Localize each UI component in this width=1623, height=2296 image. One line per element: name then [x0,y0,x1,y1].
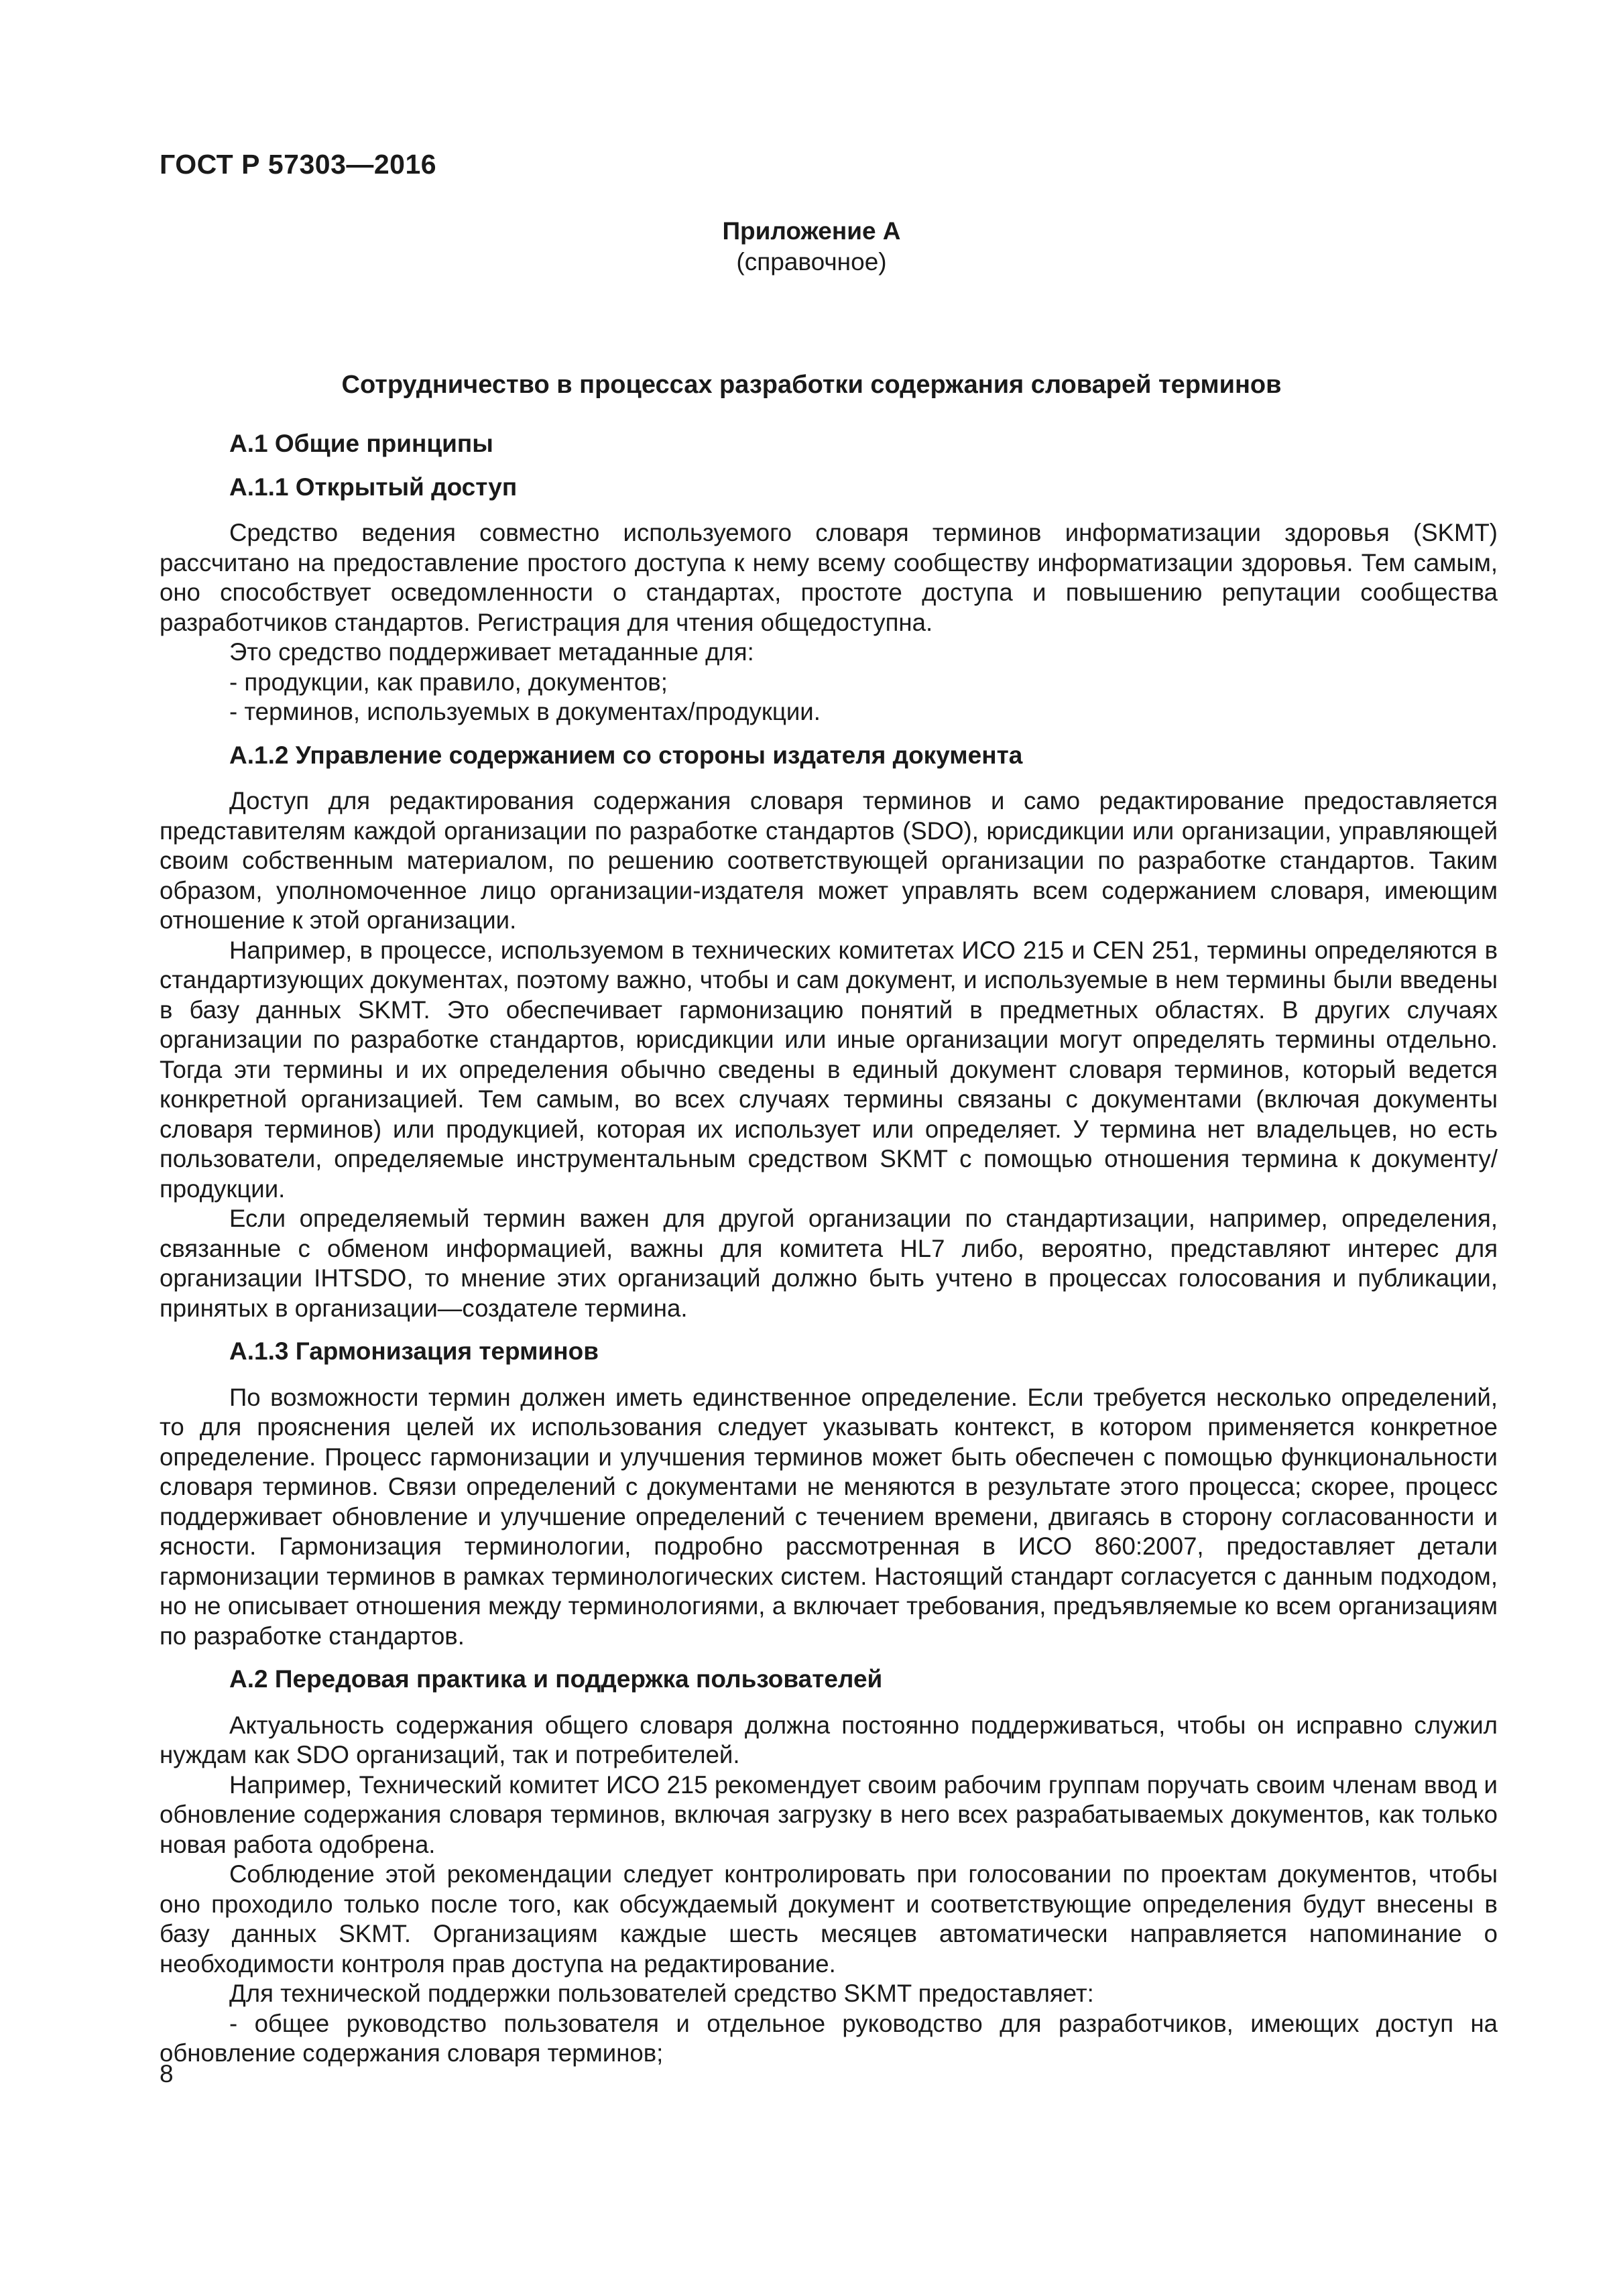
appendix-heading [0,216,1623,278]
document-body [160,429,1498,2069]
section-heading-a13: А.1.3 Гармонизация терминов [229,1337,599,1365]
section-heading-a1: А.1 Общие принципы [229,430,493,457]
paragraph-a2-1: Актуальность содержания общего словаря должна постоянно поддерживаться, чтобы он исправно служил нуждам как SDO организаций, так и потребителей. [160,1711,1498,1768]
paragraph-a2-3: Соблюдение этой рекомендации следует контролировать при голосовании по проектам документов, чтобы оно проходило только после того, как обсуждаемый документ и соответствующие определения будут внесены в базу данных SKMT. Организациям каждые шесть месяцев автоматически направляется напоминание о необходимости контроля прав доступа на редактирование. [160,1860,1498,1978]
document-title: Сотрудничество в процессах разработки содержания словарей терминов [341,371,1282,399]
paragraph-a11-1: Средство ведения совместно используемого словаря терминов информатизации здоровья (SKMT) рассчитано на предоставление простого доступа к нему всему сообществу информатизации здоровья. Тем самым, оно способствует осведомленности о стандартах, простоте доступа и повышению репутации сообщества разработчиков стандартов. Регистрация для чтения общедоступна. [160,519,1498,636]
list-item-a11-2: - терминов, используемых в документах/продукции. [229,698,821,725]
paragraph-a2-2: Например, Технический комитет ИСО 215 рекомендует своим рабочим группам поручать своим членам ввод и обновление содержания словаря терминов, включая загрузку в него всех разрабатываемых документов, как только новая работа одобрена. [160,1770,1498,1858]
list-item-a11-1: - продукции, как правило, документов; [229,668,668,696]
appendix-title: Приложение А [722,217,901,245]
standard-code-header: ГОСТ Р 57303—2016 [160,149,437,180]
list-item-a2-1: - общее руководство пользователя и отдельное руководство для разработчиков, имеющих доступ на обновление содержания словаря терминов; [160,2009,1498,2067]
paragraph-a12-3: Если определяемый термин важен для другой организации по стандартизации, например, определения, связанные с обменом информацией, важны для комитета HL7 либо, вероятно, представляют интерес для организации IHTSDO, то мнение этих организаций должно быть учтено в процессах голосования и публикации, принятых в организации—создателе термина. [160,1205,1498,1322]
paragraph-a12-2: Например, в процессе, используемом в технических комитетах ИСО 215 и CEN 251, термины определяются в стандартизующих документах, поэтому важно, чтобы и сам документ, и используемые в нем термины были введены в базу данных SKMT. Это обеспечивает гармонизацию понятий в предметных областях. В других случаях организации по разработке стандартов, юрисдикции или иные организации могут определять термины отдельно. Тогда эти термины и их определения обычно сведены в единый документ словаря терминов, который ведется конкретной организацией. Тем самым, во всех случаях термины связаны с документами (включая документы словаря терминов) или продукцией, которая их использует или определяет. У термина нет владельцев, но есть пользователи, определяемые инструментальным средством SKMT с помощью отношения термина к документу/продукции. [160,936,1498,1203]
paragraph-a12-1: Доступ для редактирования содержания словаря терминов и само редактирование предоставляется представителям каждой организации по разработке стандартов (SDO), юрисдикции или организации, управляющей своим собственным материалом, по решению соответствующей организации по разработке стандартов. Таким образом, уполномоченное лицо организации-издателя может управлять всем содержанием словаря, имеющим отношение к этой организации. [160,787,1498,934]
section-heading-a12: А.1.2 Управление содержанием со стороны издателя документа [229,741,1023,769]
appendix-subtitle: (справочное) [736,248,887,276]
paragraph-a11-2: Это средство поддерживает метаданные для: [229,638,754,666]
page-number: 8 [160,2060,174,2088]
section-heading-a2: А.2 Передовая практика и поддержка пользователей [229,1665,883,1693]
paragraph-a13-1: По возможности термин должен иметь единственное определение. Если требуется несколько определений, то для прояснения целей их использования следует указывать контекст, в котором применяется конкретное определение. Процесс гармонизации и улучшения терминов может быть обеспечен с помощью функциональности словаря терминов. Связи определений с документами не меняются в результате этого процесса; скорее, процесс поддерживает обновление и улучшение определений с течением времени, двигаясь в сторону согласованности и ясности. Гармонизация терминологии, подробно рассмотренная в ИСО 860:2007, предоставляет детали гармонизации терминов в рамках терминологических систем. Настоящий стандарт согласуется с данным подходом, но не описывает отношения между терминологиями, а включает требования, предъявляемые ко всем организациям по разработке стандартов. [160,1383,1498,1650]
section-heading-a11: А.1.1 Открытый доступ [229,473,518,501]
paragraph-a2-4: Для технической поддержки пользователей средство SKMT предоставляет: [229,1980,1094,2007]
